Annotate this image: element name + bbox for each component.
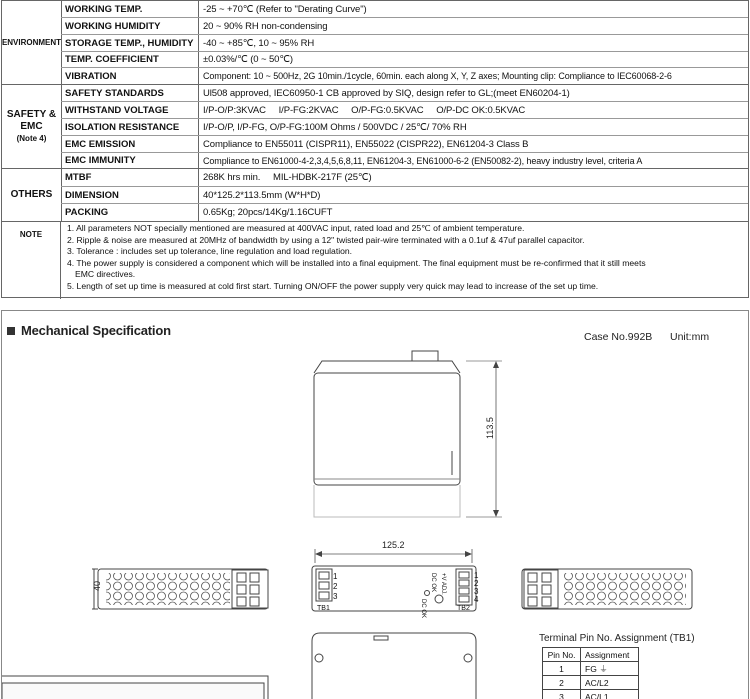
group-environment — [2, 1, 61, 85]
pin-number: 1 — [543, 662, 581, 676]
pin-assignment-text: FG — [585, 663, 597, 674]
tb1-pin-1: 1 — [333, 572, 338, 581]
row-emc-emission — [61, 136, 748, 153]
row-label: PACKING — [61, 204, 199, 221]
note-line: 2. Ripple & noise are measured at 20MHz of bandwidth by using a 12" twisted pair-wire terminated with a 0.1uf & 47uf parallel capacitor. — [67, 234, 585, 245]
group-safety-label-3: (Note 4) — [16, 133, 47, 143]
bottom-view — [312, 633, 476, 699]
right-side-view — [522, 569, 692, 609]
bottom-left-view — [2, 676, 268, 699]
ground-icon: ⏚ — [599, 663, 608, 674]
row-mtbf — [61, 169, 748, 187]
table-header-row — [543, 648, 639, 662]
tb2-pin-3: 3 — [474, 587, 479, 596]
note-label: NOTE — [2, 222, 61, 299]
row-label: DIMENSION — [61, 187, 199, 203]
mechanical-title: Mechanical Specification — [21, 323, 171, 338]
row-value: Compliance to EN61000-4-2,3,4,5,6,8,11, EN61204-3, EN61000-6-2 (EN50082-2), heavy industry level, criteria A — [203, 155, 643, 166]
row-label: EMC EMISSION — [61, 136, 199, 152]
vadj-label: +V ADJ. — [440, 573, 446, 595]
row-label: VIBRATION — [61, 68, 199, 84]
row-storage-temp — [61, 35, 748, 52]
unit-label: Unit:mm — [670, 331, 710, 343]
table-row — [543, 690, 639, 699]
pin-header: Pin No. — [543, 648, 581, 662]
row-vibration — [61, 68, 748, 85]
row-label: TEMP. COEFFICIENT — [61, 52, 199, 67]
row-isolation-resistance — [61, 119, 748, 136]
row-value: Component: 10 ~ 500Hz, 2G 10min./1cycle, 60min. each along X, Y, Z axes; Mounting clip: Compliance to IEC60068-2-6 — [203, 71, 672, 81]
note-line: 4. The power supply is considered a component which will be installed into a final equipment. The final equipment must be re-confirmed that it still meets — [67, 257, 646, 268]
row-value: 0.65Kg; 20pcs/14Kg/1.16CUFT — [203, 207, 333, 218]
pin-table-title: Terminal Pin No. Assignment (TB1) — [539, 633, 695, 644]
row-label: ISOLATION RESISTANCE — [61, 119, 199, 135]
mechanical-section — [1, 310, 749, 699]
note-line: 1. All parameters NOT specially mentioned are measured at 400VAC input, rated load and 25℃ of ambient temperature. — [67, 223, 525, 233]
pin-assignment-table — [542, 647, 639, 699]
row-label: WORKING TEMP. — [61, 1, 199, 17]
row-packing — [61, 204, 748, 222]
group-safety-label-1: SAFETY & — [6, 108, 57, 120]
row-value: -40 ~ +85℃, 10 ~ 95% RH — [203, 37, 315, 49]
row-emc-immunity — [61, 153, 748, 169]
row-label: STORAGE TEMP., HUMIDITY — [61, 35, 199, 51]
group-others-label: OTHERS — [10, 189, 53, 200]
row-value: 20 ~ 90% RH non-condensing — [203, 20, 328, 32]
row-value: -25 ~ +70℃ (Refer to "Derating Curve") — [203, 3, 367, 15]
row-value: I/P-O/P, I/P-FG, O/P-FG:100M Ohms / 500VDC / 25℃/ 70% RH — [203, 121, 467, 133]
group-environment-label: ENVIRONMENT — [1, 37, 62, 47]
pin-assignment: AC/L1 — [581, 690, 639, 699]
row-label: WORKING HUMIDITY — [61, 18, 199, 34]
note-line: 5. Length of set up time is measured at cold first start. Turning ON/OFF the power supply very quick may lead to increase of the set up time. — [67, 280, 599, 291]
dc-ok-label: DC OK — [430, 573, 436, 593]
top-view — [314, 351, 502, 517]
row-temp-coefficient — [61, 52, 748, 68]
tb2-pin-2: 2 — [474, 579, 479, 588]
pin-number: 2 — [543, 676, 581, 690]
length-dimension — [315, 549, 472, 563]
dim-width: 40 — [92, 580, 102, 591]
row-label: WITHSTAND VOLTAGE — [61, 102, 199, 118]
group-safety-emc — [2, 85, 61, 169]
table-row — [543, 676, 639, 690]
row-value: I/P-O/P:3KVAC I/P-FG:2KVAC O/P-FG:0.5KVAC O/P-DC OK:0.5KVAC — [203, 104, 526, 116]
dim-length: 125.2 — [382, 540, 405, 550]
tb2-pin-1: 1 — [474, 571, 479, 580]
row-working-temp — [61, 1, 748, 18]
group-others — [2, 169, 61, 222]
dc-ok-led: DC OK — [420, 599, 426, 619]
row-label: MTBF — [61, 169, 199, 186]
row-working-humidity — [61, 18, 748, 35]
row-value: 40*125.2*113.5mm (W*H*D) — [203, 189, 321, 201]
row-value: Compliance to EN55011 (CISPR11), EN55022 (CISPR22), EN61204-3 Class B — [203, 138, 529, 150]
row-dimension — [61, 187, 748, 204]
row-safety-standards — [61, 85, 748, 102]
assign-header: Assignment — [581, 648, 639, 662]
tb1-label: TB1 — [317, 605, 330, 612]
pin-assignment: AC/L2 — [581, 676, 639, 690]
row-value: Ul508 approved, IEC60950-1 CB approved by SIQ, design refer to GL;(meet EN60204-1) — [203, 87, 570, 99]
tb2-pin-4: 4 — [474, 595, 479, 604]
dim-height: 113.5 — [485, 417, 495, 439]
note-body — [61, 222, 748, 299]
group-safety-label-2: EMC — [20, 120, 43, 132]
row-value: ±0.03%/℃ (0 ~ 50℃) — [203, 54, 293, 65]
row-label: SAFETY STANDARDS — [61, 85, 199, 101]
row-value: 268K hrs min. MIL-HDBK-217F (25℃) — [203, 172, 372, 183]
pin-assignment — [581, 662, 639, 676]
note-line: EMC directives. — [75, 269, 136, 280]
tb1-pin-3: 3 — [333, 592, 338, 601]
left-side-view — [92, 569, 268, 609]
note-line: 3. Tolerance : includes set up tolerance, line regulation and load regulation. — [67, 246, 353, 257]
spec-table — [1, 0, 749, 298]
tb2-label: TB2 — [457, 605, 470, 612]
row-label: EMC IMMUNITY — [61, 153, 199, 168]
tb1-pin-2: 2 — [333, 582, 338, 591]
table-row — [543, 662, 639, 676]
row-withstand-voltage — [61, 102, 748, 119]
case-number: Case No.992B — [584, 331, 653, 343]
pin-number: 3 — [543, 690, 581, 699]
